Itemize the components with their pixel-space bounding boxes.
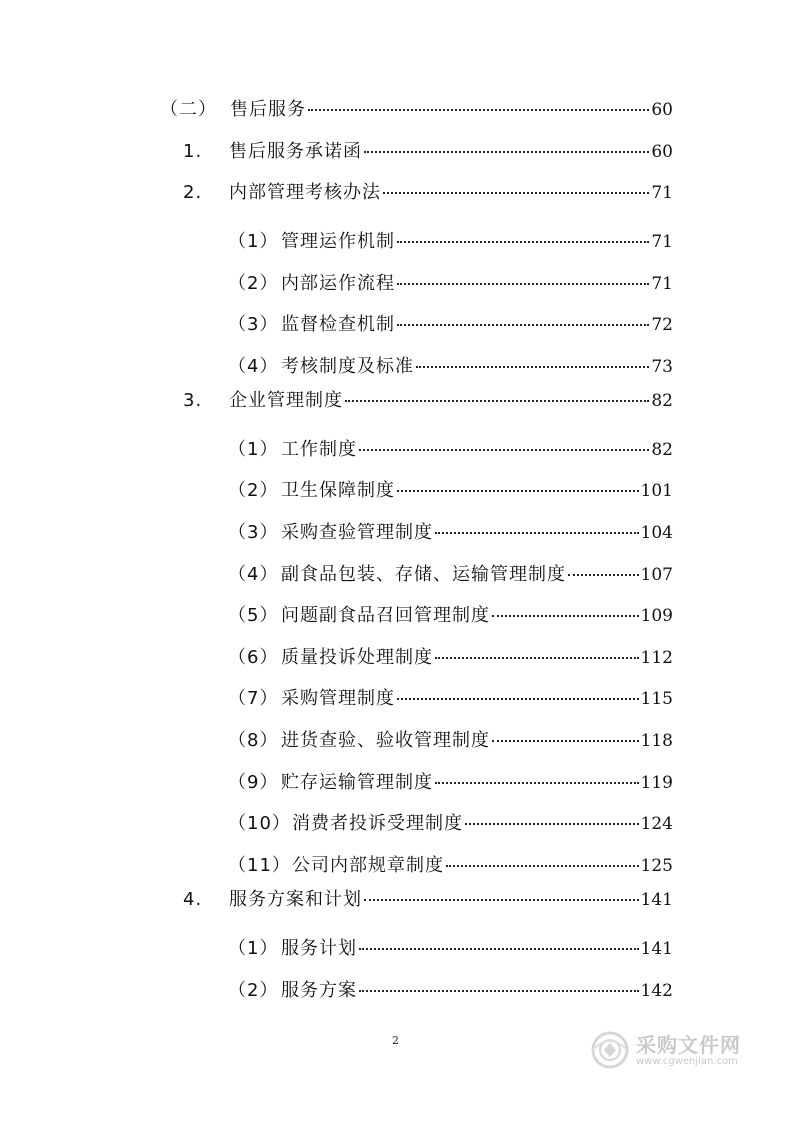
toc-entry-number: 1.	[183, 141, 203, 162]
toc-dot-leader	[364, 899, 639, 901]
toc-dot-leader	[397, 698, 639, 700]
toc-dot-leader	[308, 109, 649, 111]
toc-entry-page: 141	[640, 890, 673, 910]
toc-dot-leader	[359, 449, 649, 451]
toc-dot-leader	[446, 865, 639, 867]
watermark	[590, 1022, 750, 1078]
toc-entry-page: 112	[640, 648, 673, 668]
watermark-title: 采购文件网	[636, 1032, 741, 1057]
toc-entry-title: 售后服务承诺函	[229, 141, 362, 162]
toc-entry[interactable]	[228, 604, 673, 628]
toc-entry-number: 3.	[183, 390, 203, 411]
toc-entry-title: 内部运作流程	[281, 273, 395, 294]
toc-entry[interactable]	[228, 771, 673, 795]
toc-entry[interactable]	[228, 729, 673, 753]
toc-dot-leader	[416, 366, 649, 368]
toc-entry-title: 内部管理考核办法	[229, 182, 381, 203]
toc-entry-title: 采购管理制度	[281, 688, 395, 709]
page-number: 2	[392, 1034, 399, 1047]
toc-dot-leader	[359, 990, 639, 992]
toc-entry-page: 73	[651, 357, 673, 377]
toc-entry[interactable]	[228, 979, 673, 1003]
toc-dot-leader	[492, 740, 639, 742]
toc-entry-page: 60	[651, 142, 673, 162]
toc-entry-number: （8）	[228, 730, 279, 751]
toc-entry-title: 问题副食品召回管理制度	[281, 605, 490, 626]
toc-entry[interactable]	[228, 355, 673, 379]
toc-entry-title: 售后服务	[230, 99, 306, 120]
watermark-url: www.cgwenjian.com	[636, 1055, 738, 1067]
toc-entry-page: 118	[640, 731, 673, 751]
toc-entry[interactable]	[183, 888, 673, 912]
toc-entry-title: 消费者投诉受理制度	[292, 813, 463, 834]
toc-entry-number: （2）	[228, 273, 279, 294]
toc-entry[interactable]	[228, 937, 673, 961]
toc-dot-leader	[465, 823, 639, 825]
toc-entry-title: 卫生保障制度	[281, 480, 395, 501]
toc-entry-title: 工作制度	[281, 439, 357, 460]
toc-entry-page: 107	[640, 565, 673, 585]
toc-entry[interactable]	[228, 230, 673, 254]
toc-dot-leader	[345, 400, 649, 402]
toc-entry-page: 82	[651, 391, 673, 411]
toc-entry-page: 119	[640, 773, 673, 793]
cgwenjian-logo-icon	[590, 1030, 630, 1070]
toc-entry-title: 副食品包装、存储、运输管理制度	[281, 564, 566, 585]
toc-entry-page: 142	[640, 981, 673, 1001]
toc-dot-leader	[359, 948, 639, 950]
toc-entry[interactable]	[183, 389, 673, 413]
toc-dot-leader	[397, 241, 649, 243]
toc-entry-title: 贮存运输管理制度	[281, 772, 433, 793]
toc-entry-page: 109	[640, 606, 673, 626]
toc-entry-page: 115	[640, 689, 673, 709]
toc-entry-title: 服务方案和计划	[229, 889, 362, 910]
toc-dot-leader	[435, 657, 639, 659]
toc-entry-page: 71	[651, 274, 673, 294]
toc-entry-page: 71	[651, 183, 673, 203]
toc-entry-title: 采购查验管理制度	[281, 522, 433, 543]
toc-entry[interactable]	[183, 140, 673, 164]
toc-entry-title: 进货查验、验收管理制度	[281, 730, 490, 751]
toc-entry-title: 监督检查机制	[281, 314, 395, 335]
toc-entry-page: 101	[640, 481, 673, 501]
toc-entry[interactable]	[228, 687, 673, 711]
toc-entry-number: （2）	[228, 980, 279, 1001]
toc-entry-number: （2）	[228, 480, 279, 501]
toc-entry-number: （1）	[228, 231, 279, 252]
toc-entry-title: 管理运作机制	[281, 231, 395, 252]
watermark-text	[636, 1034, 741, 1067]
toc-entry[interactable]	[228, 854, 673, 878]
toc-entry-page: 82	[651, 440, 673, 460]
toc-entry-number: （1）	[228, 439, 279, 460]
toc-entry-page: 125	[640, 856, 673, 876]
toc-entry[interactable]	[228, 272, 673, 296]
toc-entry-number: （3）	[228, 314, 279, 335]
toc-entry-title: 服务计划	[281, 938, 357, 959]
toc-entry-title: 服务方案	[281, 980, 357, 1001]
toc-entry[interactable]	[183, 181, 673, 205]
toc-entry-number: （二）	[160, 99, 217, 120]
toc-dot-leader	[397, 490, 639, 492]
toc-entry-number: （4）	[228, 564, 279, 585]
toc-entry[interactable]	[228, 521, 673, 545]
toc-entry-number: （3）	[228, 522, 279, 543]
toc-entry-page: 104	[640, 523, 673, 543]
toc-entry[interactable]	[228, 438, 673, 462]
toc-entry[interactable]	[228, 479, 673, 503]
toc-entry-number: （1）	[228, 938, 279, 959]
toc-dot-leader	[492, 615, 639, 617]
toc-entry-number: 2.	[183, 182, 203, 203]
toc-entry-title: 考核制度及标准	[281, 356, 414, 377]
toc-dot-leader	[435, 782, 639, 784]
toc-entry-page: 71	[651, 232, 673, 252]
toc-entry-title: 质量投诉处理制度	[281, 647, 433, 668]
toc-entry-number: （10）	[228, 813, 291, 834]
toc-entry[interactable]	[228, 812, 673, 836]
toc-entry-number: （4）	[228, 356, 279, 377]
toc-entry[interactable]	[228, 313, 673, 337]
toc-entry[interactable]	[160, 98, 673, 122]
toc-entry-page: 72	[651, 315, 673, 335]
toc-dot-leader	[383, 192, 649, 194]
toc-dot-leader	[397, 324, 649, 326]
toc-entry-number: （5）	[228, 605, 279, 626]
toc-entry-number: （7）	[228, 688, 279, 709]
toc-dot-leader	[364, 151, 649, 153]
toc-entry-title: 公司内部规章制度	[292, 855, 444, 876]
toc-entry[interactable]	[228, 646, 673, 670]
toc-entry-page: 141	[640, 939, 673, 959]
toc-entry-page: 60	[651, 100, 673, 120]
toc-entry-number: 4.	[183, 889, 203, 910]
toc-entry[interactable]	[228, 563, 673, 587]
toc-entry-number: （11）	[228, 855, 291, 876]
toc-entry-page: 124	[640, 814, 673, 834]
toc-entry-number: （6）	[228, 647, 279, 668]
toc-entry-number: （9）	[228, 772, 279, 793]
toc-dot-leader	[435, 532, 639, 534]
toc-dot-leader	[397, 283, 649, 285]
toc-entry-title: 企业管理制度	[229, 390, 343, 411]
toc-dot-leader	[568, 574, 639, 576]
